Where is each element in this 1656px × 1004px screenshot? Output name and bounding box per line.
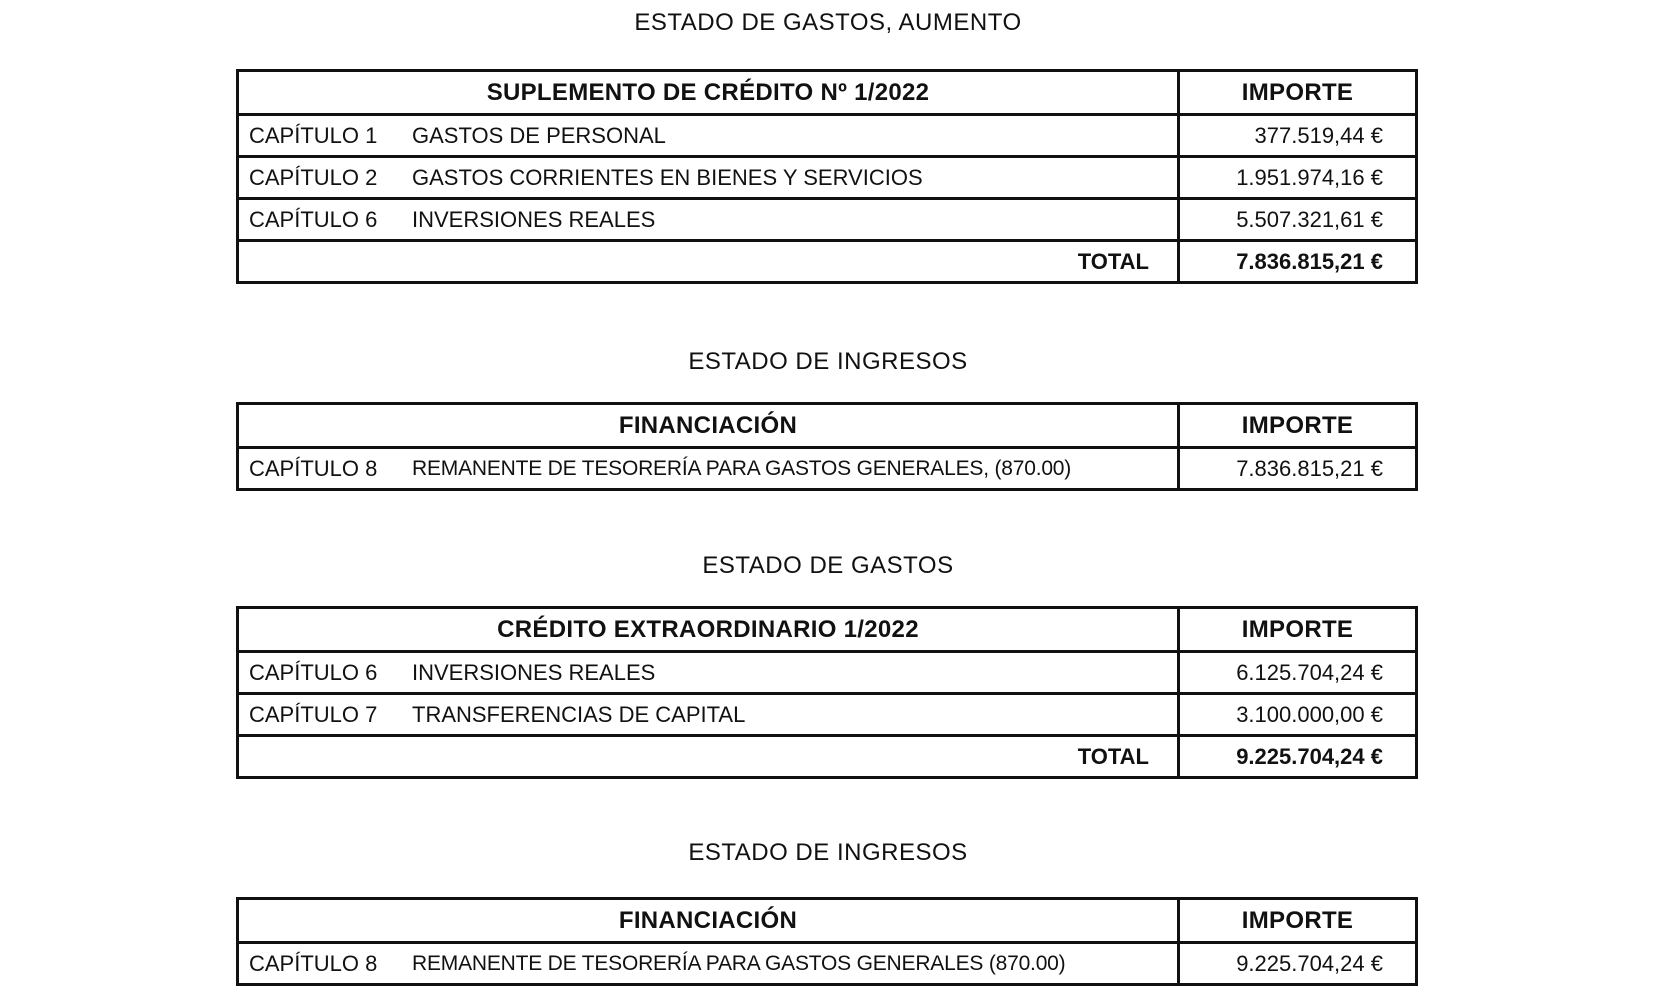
row-label-cell bbox=[239, 695, 1177, 734]
section-heading-ingresos-2: ESTADO DE INGRESOS bbox=[688, 839, 968, 866]
total-amount: 9.225.704,24 € bbox=[1177, 737, 1415, 776]
amount-cell: 3.100.000,00 € bbox=[1177, 695, 1415, 734]
table-row bbox=[239, 446, 1415, 488]
amount-cell: 7.836.815,21 € bbox=[1177, 449, 1415, 488]
row-description: REMANENTE DE TESORERÍA PARA GASTOS GENERALES, (870.00) bbox=[412, 456, 1072, 480]
amount-column-header: IMPORTE bbox=[1177, 609, 1415, 650]
table-header-row bbox=[239, 72, 1415, 113]
budget-table-suplemento bbox=[236, 69, 1418, 284]
chapter-label: CAPÍTULO 1 bbox=[249, 122, 378, 148]
table-header-row bbox=[239, 609, 1415, 650]
chapter-label: CAPÍTULO 8 bbox=[249, 950, 378, 976]
table-title: FINANCIACIÓN bbox=[618, 906, 798, 934]
row-label-cell bbox=[239, 116, 1177, 155]
total-amount: 7.836.815,21 € bbox=[1177, 242, 1415, 281]
budget-table-credito-extraordinario bbox=[236, 606, 1418, 779]
section-heading-ingresos-1: ESTADO DE INGRESOS bbox=[688, 348, 968, 375]
row-label-cell bbox=[239, 158, 1177, 197]
row-label-cell bbox=[239, 200, 1177, 239]
amount-cell: 5.507.321,61 € bbox=[1177, 200, 1415, 239]
total-label: TOTAL bbox=[1077, 248, 1149, 274]
table-header-row bbox=[239, 900, 1415, 941]
total-label: TOTAL bbox=[1077, 743, 1149, 769]
amount-cell: 1.951.974,16 € bbox=[1177, 158, 1415, 197]
table-row bbox=[239, 113, 1415, 155]
table-row bbox=[239, 197, 1415, 239]
table-row bbox=[239, 650, 1415, 692]
budget-table-financiacion-1 bbox=[236, 402, 1418, 491]
amount-column-header: IMPORTE bbox=[1177, 405, 1415, 446]
row-description: REMANENTE DE TESORERÍA PARA GASTOS GENERALES (870.00) bbox=[412, 951, 1066, 975]
section-heading-gastos: ESTADO DE GASTOS bbox=[702, 552, 954, 579]
chapter-label: CAPÍTULO 2 bbox=[249, 164, 378, 190]
row-label-cell bbox=[239, 449, 1177, 488]
section-heading-gastos-aumento: ESTADO DE GASTOS, AUMENTO bbox=[634, 9, 1022, 36]
table-title: CRÉDITO EXTRAORDINARIO 1/2022 bbox=[497, 615, 919, 643]
total-row bbox=[239, 239, 1415, 281]
row-description: GASTOS DE PERSONAL bbox=[412, 122, 666, 148]
chapter-label: CAPÍTULO 7 bbox=[249, 701, 378, 727]
row-label-cell bbox=[239, 653, 1177, 692]
total-row bbox=[239, 734, 1415, 776]
amount-cell: 377.519,44 € bbox=[1177, 116, 1415, 155]
amount-column-header: IMPORTE bbox=[1177, 72, 1415, 113]
row-label-cell bbox=[239, 944, 1177, 983]
table-row bbox=[239, 692, 1415, 734]
chapter-label: CAPÍTULO 6 bbox=[249, 206, 378, 232]
chapter-label: CAPÍTULO 8 bbox=[249, 455, 378, 481]
amount-column-header: IMPORTE bbox=[1177, 900, 1415, 941]
amount-cell: 9.225.704,24 € bbox=[1177, 944, 1415, 983]
table-header-row bbox=[239, 405, 1415, 446]
row-description: INVERSIONES REALES bbox=[412, 659, 656, 685]
amount-cell: 6.125.704,24 € bbox=[1177, 653, 1415, 692]
table-row bbox=[239, 941, 1415, 983]
row-description: GASTOS CORRIENTES EN BIENES Y SERVICIOS bbox=[412, 164, 923, 190]
table-title: SUPLEMENTO DE CRÉDITO Nº 1/2022 bbox=[486, 78, 930, 106]
budget-table-financiacion-2 bbox=[236, 897, 1418, 986]
row-description: TRANSFERENCIAS DE CAPITAL bbox=[412, 701, 746, 727]
table-row bbox=[239, 155, 1415, 197]
table-title: FINANCIACIÓN bbox=[618, 411, 798, 439]
chapter-label: CAPÍTULO 6 bbox=[249, 659, 378, 685]
row-description: INVERSIONES REALES bbox=[412, 206, 656, 232]
